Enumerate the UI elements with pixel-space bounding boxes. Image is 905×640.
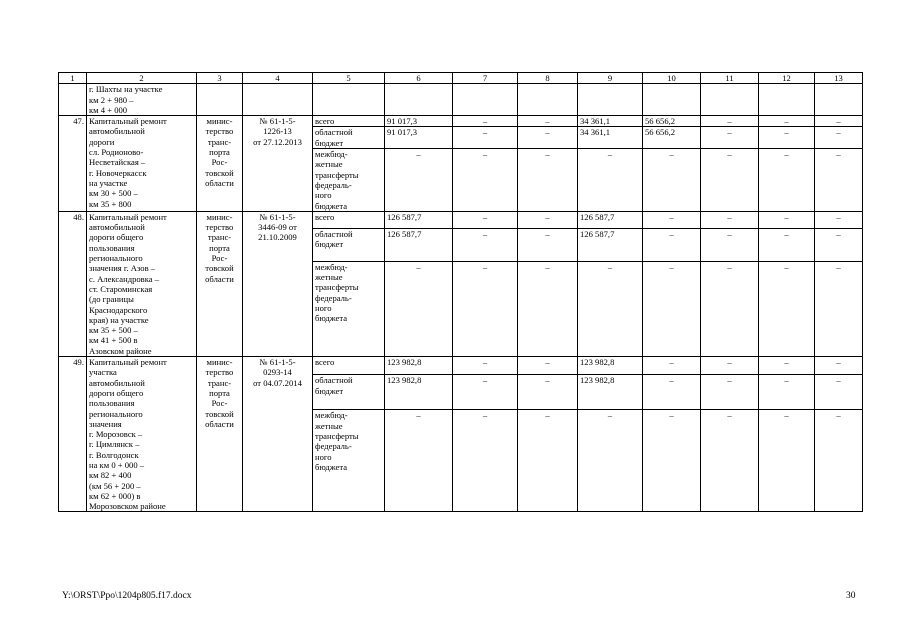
table-row — [59, 357, 863, 375]
funding-source-line: областной — [315, 228, 353, 239]
value-cell: – — [578, 261, 643, 356]
funding-source-line: ного — [315, 190, 332, 201]
value-cell: – — [385, 261, 453, 356]
value-cell: 34 361,1 — [578, 127, 643, 149]
value-cell: 126 587,7 — [578, 211, 643, 228]
value-cell: 126 587,7 — [578, 228, 643, 261]
object-name-line: км 4 + 000 — [89, 104, 128, 115]
value-cell: – — [759, 261, 815, 356]
object-name-line: г. Новочеркасск — [89, 167, 147, 178]
executor-line: транс- — [207, 136, 232, 147]
executor-line: минис- — [206, 211, 233, 222]
funding-source-line: бюджета — [315, 313, 348, 324]
value-cell: – — [701, 116, 759, 127]
funding-source-cell — [313, 228, 385, 261]
column-header: 7 — [453, 73, 518, 84]
document-line: 0293-14 — [263, 367, 292, 378]
funding-source-line: ного — [315, 302, 332, 313]
value-cell: 123 982,8 — [385, 375, 453, 410]
column-header: 1 — [59, 73, 87, 84]
object-name-line: ст. Староминская — [89, 283, 153, 294]
value-cell: – — [701, 357, 759, 375]
footer-page-number: 30 — [846, 591, 856, 601]
document-cell — [243, 116, 313, 212]
funding-source-line: областной — [315, 127, 353, 138]
document-cell — [243, 357, 313, 512]
executor-line: Рос- — [211, 253, 228, 264]
value-cell: – — [453, 410, 518, 512]
value-cell: 91 017,3 — [385, 127, 453, 149]
column-header: 4 — [243, 73, 313, 84]
value-cell: – — [815, 149, 863, 212]
value-cell: – — [518, 375, 578, 410]
value-cell: – — [518, 228, 578, 261]
empty-cell — [759, 84, 815, 116]
funding-source-cell — [313, 149, 385, 212]
document-line: от 04.07.2014 — [253, 377, 302, 388]
value-cell: – — [643, 211, 701, 228]
value-cell: – — [701, 127, 759, 149]
object-name-line: автомобильной — [89, 222, 145, 233]
value-cell: – — [453, 149, 518, 212]
funding-source-line: федераль- — [315, 292, 352, 303]
funding-source-line: межбюд- — [315, 149, 348, 160]
funding-source-line: всего — [315, 357, 335, 368]
object-name-line: дороги общего — [89, 232, 144, 243]
row-number: 47. — [59, 116, 87, 212]
empty-cell — [59, 84, 87, 116]
value-cell: – — [759, 375, 815, 410]
column-header: 9 — [578, 73, 643, 84]
executor-line: терство — [205, 126, 234, 137]
value-cell: 123 982,8 — [578, 375, 643, 410]
value-cell: – — [518, 261, 578, 356]
value-cell: – — [518, 410, 578, 512]
object-name-line: г. Шахты на участке — [89, 84, 163, 95]
funding-source-line: областной — [315, 375, 353, 386]
executor-line: товской — [205, 408, 234, 419]
executor-cell — [197, 116, 243, 212]
column-header: 3 — [197, 73, 243, 84]
object-name-cell — [87, 84, 197, 116]
footer-file-path: Y:\ORST\Ppo\1204p805.f17.docx — [62, 591, 192, 601]
funding-source-line: федераль- — [315, 441, 352, 452]
executor-line: Рос- — [211, 398, 228, 409]
value-cell: 126 587,7 — [385, 228, 453, 261]
empty-cell — [453, 84, 518, 116]
document-line: № 61-1-5- — [259, 211, 296, 222]
value-cell: – — [701, 149, 759, 212]
funding-source-cell — [313, 211, 385, 228]
executor-line: транс- — [207, 232, 232, 243]
executor-line: товской — [205, 263, 234, 274]
funding-source-line: трансферты — [315, 169, 359, 180]
value-cell: – — [518, 211, 578, 228]
value-cell: 126 587,7 — [385, 211, 453, 228]
object-name-line: регионального — [89, 408, 143, 419]
object-name-line: Азовском районе — [89, 345, 152, 356]
empty-cell — [578, 84, 643, 116]
object-name-line: (км 56 + 200 – — [89, 480, 141, 491]
object-name-line: дороги общего — [89, 387, 144, 398]
value-cell: – — [759, 127, 815, 149]
value-cell: – — [701, 375, 759, 410]
funding-source-line: бюджет — [315, 137, 344, 148]
value-cell: – — [518, 116, 578, 127]
object-name-line: км 41 + 500 в — [89, 335, 138, 346]
object-name-line: автомобильной — [89, 126, 145, 137]
executor-cell — [197, 211, 243, 356]
executor-line: Рос- — [211, 157, 228, 168]
object-name-line: км 35 + 500 – — [89, 325, 138, 336]
value-cell: – — [453, 261, 518, 356]
value-cell: 34 361,1 — [578, 116, 643, 127]
value-cell: – — [759, 357, 815, 375]
object-name-line: (до границы — [89, 294, 134, 305]
object-name-line: на км 0 + 000 – — [89, 459, 145, 470]
value-cell: – — [453, 211, 518, 228]
object-name-line: Несветайская – — [89, 157, 146, 168]
funding-source-line: бюджет — [315, 385, 344, 396]
executor-line: транс- — [207, 377, 232, 388]
object-name-line: Морозовском районе — [89, 501, 166, 512]
value-cell: – — [701, 261, 759, 356]
object-name-line: км 2 + 980 – — [89, 94, 134, 105]
table-row-continued — [59, 84, 863, 116]
object-name-line: км 30 + 500 – — [89, 188, 138, 199]
value-cell: – — [453, 375, 518, 410]
value-cell: 56 656,2 — [643, 116, 701, 127]
object-name-line: дороги — [89, 136, 115, 147]
object-name-line: Капитальный ремонт — [89, 116, 167, 127]
value-cell: – — [815, 261, 863, 356]
object-name-line: Капитальный ремонт — [89, 211, 167, 222]
object-name-line: км 82 + 400 — [89, 470, 132, 481]
value-cell: – — [643, 228, 701, 261]
value-cell: – — [815, 228, 863, 261]
executor-line: порта — [209, 242, 230, 253]
executor-line: терство — [205, 367, 234, 378]
funding-source-line: бюджета — [315, 200, 348, 211]
document-line: 1226-13 — [263, 126, 292, 137]
value-cell: – — [815, 116, 863, 127]
value-cell: – — [701, 410, 759, 512]
value-cell: – — [815, 375, 863, 410]
column-header: 2 — [87, 73, 197, 84]
empty-cell — [313, 84, 385, 116]
column-header: 13 — [815, 73, 863, 84]
object-name-line: г. Морозовск – — [89, 429, 143, 440]
executor-line: порта — [209, 387, 230, 398]
value-cell: – — [815, 211, 863, 228]
executor-line: порта — [209, 147, 230, 158]
funding-source-cell — [313, 375, 385, 410]
value-cell: – — [701, 211, 759, 228]
document-cell — [243, 211, 313, 356]
empty-cell — [643, 84, 701, 116]
document-line: № 61-1-5- — [259, 116, 296, 127]
value-cell: – — [815, 357, 863, 375]
funding-source-line: жетные — [315, 159, 343, 170]
object-name-line: Краснодарского — [89, 304, 148, 315]
funding-source-line: ного — [315, 451, 332, 462]
value-cell: 123 982,8 — [578, 357, 643, 375]
column-header: 11 — [701, 73, 759, 84]
column-header: 12 — [759, 73, 815, 84]
value-cell: – — [453, 116, 518, 127]
object-name-cell — [87, 116, 197, 212]
object-name-line: км 35 + 800 — [89, 198, 132, 209]
document-line: от 27.12.2013 — [253, 136, 302, 147]
empty-cell — [197, 84, 243, 116]
object-name-line: Капитальный ремонт — [89, 357, 167, 368]
object-name-line: на участке — [89, 177, 128, 188]
document-line: 3446-09 от — [258, 222, 297, 233]
funding-source-cell — [313, 261, 385, 356]
object-name-line: г. Волгодонск — [89, 449, 139, 460]
funding-source-line: жетные — [315, 272, 343, 283]
value-cell: – — [643, 149, 701, 212]
header-row — [59, 73, 863, 84]
value-cell: – — [578, 410, 643, 512]
funding-source-line: бюджет — [315, 239, 344, 250]
value-cell: – — [453, 127, 518, 149]
funding-source-line: всего — [315, 116, 335, 127]
column-header: 8 — [518, 73, 578, 84]
funding-source-cell — [313, 357, 385, 375]
value-cell: – — [643, 410, 701, 512]
value-cell: – — [643, 261, 701, 356]
value-cell: – — [759, 116, 815, 127]
funding-source-line: жетные — [315, 420, 343, 431]
empty-cell — [701, 84, 759, 116]
value-cell: – — [759, 410, 815, 512]
funding-source-line: всего — [315, 211, 335, 222]
column-header: 6 — [385, 73, 453, 84]
value-cell: – — [759, 211, 815, 228]
executor-cell — [197, 357, 243, 512]
value-cell: – — [815, 127, 863, 149]
empty-cell — [518, 84, 578, 116]
object-name-line: края) на участке — [89, 314, 149, 325]
object-name-line: значения — [89, 418, 122, 429]
object-name-line: пользования — [89, 398, 135, 409]
empty-cell — [385, 84, 453, 116]
value-cell: – — [815, 410, 863, 512]
funding-source-line: межбюд- — [315, 261, 348, 272]
object-name-line: участка — [89, 367, 117, 378]
funding-source-line: трансферты — [315, 431, 359, 442]
funding-source-line: межбюд- — [315, 410, 348, 421]
empty-cell — [815, 84, 863, 116]
document-line: № 61-1-5- — [259, 357, 296, 368]
funding-source-cell — [313, 116, 385, 127]
executor-line: минис- — [206, 116, 233, 127]
object-name-line: км 62 + 000) в — [89, 490, 141, 501]
value-cell: – — [578, 149, 643, 212]
value-cell: – — [643, 375, 701, 410]
value-cell: 123 982,8 — [385, 357, 453, 375]
object-name-line: пользования — [89, 242, 135, 253]
object-name-line: автомобильной — [89, 377, 145, 388]
executor-line: области — [205, 273, 234, 284]
value-cell: – — [518, 357, 578, 375]
object-name-line: регионального — [89, 253, 143, 264]
value-cell: – — [385, 410, 453, 512]
object-name-line: с. Александровка – — [89, 273, 160, 284]
funding-source-line: трансферты — [315, 282, 359, 293]
executor-line: терство — [205, 222, 234, 233]
value-cell: – — [453, 228, 518, 261]
executor-line: товской — [205, 167, 234, 178]
object-name-cell — [87, 357, 197, 512]
value-cell: – — [453, 357, 518, 375]
funding-source-cell — [313, 127, 385, 149]
table-row — [59, 116, 863, 127]
document-line: 21.10.2009 — [258, 232, 297, 243]
value-cell: – — [759, 228, 815, 261]
object-name-line: значения г. Азов – — [89, 263, 156, 274]
value-cell: – — [385, 149, 453, 212]
funding-source-line: бюджета — [315, 461, 348, 472]
value-cell: – — [759, 149, 815, 212]
empty-cell — [243, 84, 313, 116]
executor-line: минис- — [206, 357, 233, 368]
row-number: 48. — [59, 211, 87, 356]
column-header: 5 — [313, 73, 385, 84]
executor-line: области — [205, 177, 234, 188]
budget-table — [58, 72, 863, 512]
object-name-line: г. Цимлянск – — [89, 439, 140, 450]
executor-line: области — [205, 418, 234, 429]
value-cell: – — [701, 228, 759, 261]
column-header: 10 — [643, 73, 701, 84]
funding-source-line: федераль- — [315, 179, 352, 190]
funding-source-cell — [313, 410, 385, 512]
table-row — [59, 211, 863, 228]
value-cell: – — [518, 127, 578, 149]
value-cell: – — [643, 357, 701, 375]
object-name-line: сл. Родионово- — [89, 147, 144, 158]
object-name-cell — [87, 211, 197, 356]
value-cell: 91 017,3 — [385, 116, 453, 127]
value-cell: – — [518, 149, 578, 212]
value-cell: 56 656,2 — [643, 127, 701, 149]
row-number: 49. — [59, 357, 87, 512]
